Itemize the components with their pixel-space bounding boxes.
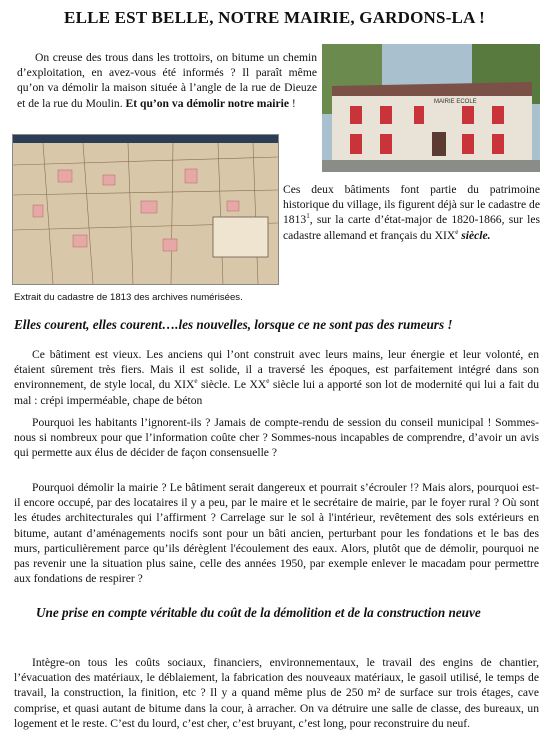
footnote-marker: 1 <box>306 212 310 221</box>
para1-text-c: siècle lui a apporté son lot de modernité qui lui a fait du mal : crépi imperméable, chape de béton <box>14 378 539 407</box>
cadastre-map-illustration <box>13 135 278 284</box>
paragraph-information: Pourquoi les habitants l’ignorent-ils ? Jamais de compte-rendu de session du conseil municipal ! Sommes-nous si nombreux pour que l’information coûte cher ? Sommes-nous incapables de comprendre, d’avoir un avis qui permette aux élus de décider de façon consensuelle ? <box>14 416 539 460</box>
caption-bold-end: siècle. <box>458 228 491 242</box>
intro-paragraph <box>17 50 317 111</box>
page-title: ELLE EST BELLE, NOTRE MAIRIE, GARDONS-LA ! <box>64 8 485 27</box>
caption-text-b: , sur la carte d’état-major de 1820-1866, sur les cadastre allemand et français du XIX <box>283 213 540 242</box>
para1-sup1: e <box>194 377 198 386</box>
paragraph-demolition-question: Pourquoi démolir la mairie ? Le bâtiment serait dangereux et pourrait s’écrouler !? Mais alors, pourquoi est-il encore occupé, par des locataires il y a peu, par le maire et le secrétaire de mairie, par le foyer rural ? Où sont les études architecturales qui l’affirment ? Carrelage sur le sol à l'intérieur, revêtement des sols extérieurs en bitume, autant d’aménagements nocifs sont pour un bâti ancien, perturbant pour les fondations et le bas des murs, particulièrement parce qu’ils dérèglent l'écoulement des eaux. Alors, plutôt que de démolir, pourquoi ne pas revenir une la situation plus saine, celle des années 1950, par exemple enlever le macadam pour permettre aux fondations de respirer ? <box>14 481 539 586</box>
cadastre-map-image <box>12 134 279 285</box>
caption-text-a: Ces deux bâtiments font partie du patrimoine historique du village, ils figurent déjà sur le cadastre de 1813 <box>283 183 540 227</box>
section-heading-cost: Une prise en compte véritable du coût de la démolition et de la construction neuve <box>36 605 481 620</box>
buildings-history-paragraph <box>283 182 540 243</box>
para1-sup2: e <box>266 377 270 386</box>
paragraph-costs: Intègre-on tous les coûts sociaux, financiers, environnementaux, le travail des engins de chantier, l’évacuation des matériaux, le déblaiement, la fabrication des nouveaux matériaux, le gasoil utilisé, le temps de travail, la construction, la finition, etc ? Il y a quand même plus de 250 m² de surface sur trois étages, cave comprise, et quasi autant de bitume dans la cour, à arracher. On va détruire une salle de classe, des bureaux, un logement et le reste. C’est du lourd, c’est cher, c’est bruyant, c’est long, pour reconstruire du neuf. <box>14 656 539 730</box>
section-heading-rumours: Elles courent, elles courent….les nouvelles, lorsque ce ne sont pas des rumeurs ! <box>14 317 453 332</box>
map-caption: Extrait du cadastre de 1813 des archives numérisées. <box>14 292 243 303</box>
intro-bold: Et qu’on va démolir notre mairie <box>125 96 289 110</box>
para1-text-b: siècle. Le XX <box>197 378 267 392</box>
paragraph-old-building <box>14 347 539 408</box>
mairie-sign: MAIRIE ECOLE <box>434 99 477 105</box>
town-hall-illustration <box>322 44 540 172</box>
intro-text: On creuse des trous dans les trottoirs, on bitume un chemin d’exploitation, en avez-vous été informés ? Il paraît même qu’on va démolir la maison située à l’angle de la rue de Dieuze et de la rue du Moulin. <box>17 51 317 110</box>
para1-text-a: Ce bâtiment est vieux. Les anciens qui l’ont construit avec leurs mains, leur énergie et leur volonté, en étaient sûrement très fiers. Mais il est solide, il a traversé les époques, est parfaitement intégré dans son environnement, de style local, du XIX <box>14 348 539 392</box>
intro-end: ! <box>289 96 296 110</box>
town-hall-photo <box>322 44 540 172</box>
century-superscript: e <box>455 227 459 236</box>
